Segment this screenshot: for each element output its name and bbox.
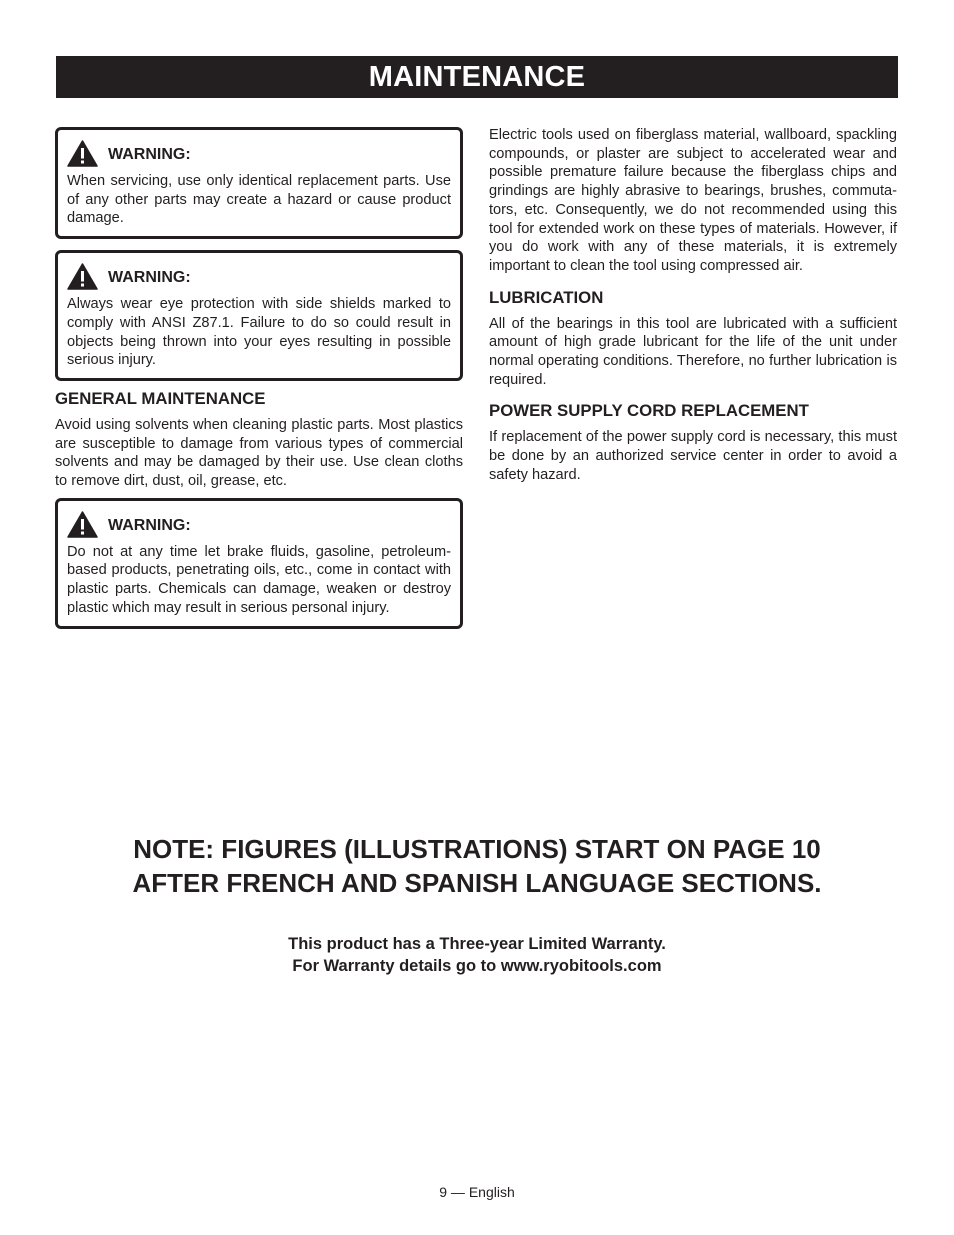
warning-triangle-icon (67, 511, 98, 538)
warranty-line-1: This product has a Three-year Limited Warranty. (288, 935, 666, 953)
warning-title: WARNING: (108, 269, 191, 287)
figures-note (0, 832, 954, 900)
fiberglass-paragraph: Electric tools used on fiberglass material, wallboard, spackling compounds, or plaster are subject to accelerated wear and possible premature failure because the fiberglass chips and grindings are highly abrasive to bearings, brushes, commutators, etc. Consequently, we do not recommended using this tool for extended work on these types of materials. However, if you do work with any of these materials, it is extremely important to clean the tool using compressed air. (489, 127, 897, 274)
warning-text: Always wear eye protection with side shields marked to comply with ANSI Z87.1. Failure to do so could result in objects being thrown into your eyes resulting in possible serious injury. (67, 296, 451, 369)
warning-box-chemicals (55, 498, 463, 629)
warranty-notice (0, 933, 954, 977)
lubrication-heading: LUBRICATION (489, 287, 604, 307)
warning-header (67, 140, 451, 167)
warranty-line-2: For Warranty details go to www.ryobitools.com (292, 957, 662, 975)
warning-title: WARNING: (108, 146, 191, 163)
cord-replacement-heading: POWER SUPPLY CORD REPLACEMENT (489, 401, 809, 421)
general-maintenance-heading: GENERAL MAINTENANCE (55, 388, 266, 408)
cord-replacement-text: If replacement of the power supply cord is necessary, this must be done by an authorized service center in order to avoid a safety hazard. (489, 429, 897, 483)
page-footer: 9 — English (439, 1184, 515, 1200)
warning-text: When servicing, use only identical replacement parts. Use of any other parts may create a hazard or cause product damage. (67, 173, 451, 227)
general-maintenance-text: Avoid using solvents when cleaning plastic parts. Most plastics are susceptible to damage from various types of commercial solvents and may be damaged by their use. Use clean cloths to remove dirt, dust, oil, grease, etc. (55, 416, 463, 490)
warning-triangle-icon (67, 140, 98, 167)
warning-box-eye-protection (55, 250, 463, 381)
warning-header (67, 511, 451, 538)
warning-triangle-icon (67, 263, 98, 290)
warning-header (67, 263, 451, 290)
warning-text: Do not at any time let brake fluids, gasoline, petroleum-based products, penetrating oils, etc., come in contact with plastic parts. Chemicals can damage, weaken or destroy plastic which may result in serious personal injury. (67, 543, 451, 616)
warning-title: WARNING: (108, 516, 191, 534)
warning-box-replacement-parts (55, 127, 463, 239)
right-column (489, 126, 897, 485)
left-column (55, 127, 463, 629)
page-title: MAINTENANCE (56, 56, 898, 98)
lubrication-text: All of the bearings in this tool are lubricated with a sufficient amount of high grade lubricant for the life of the unit under normal operating conditions. Therefore, no further lubrication is required. (489, 315, 897, 388)
figures-note-line-2: AFTER FRENCH AND SPANISH LANGUAGE SECTIONS. (132, 868, 822, 898)
figures-note-line-1: NOTE: FIGURES (ILLUSTRATIONS) START ON PAGE 10 (133, 834, 821, 864)
